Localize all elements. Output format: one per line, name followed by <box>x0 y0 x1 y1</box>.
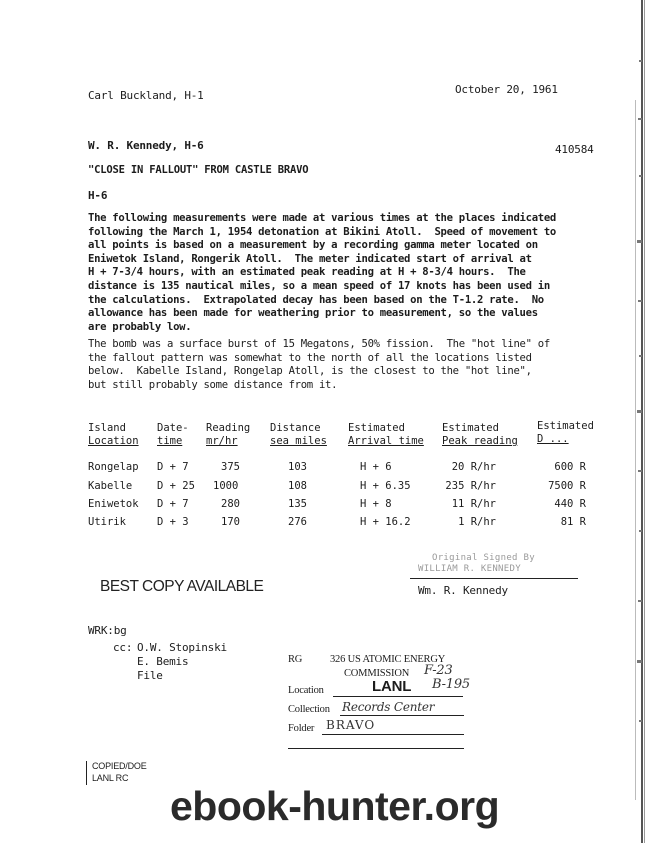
signature-stamp-line: WILLIAM R. KENNEDY <box>418 564 521 574</box>
cell-dose: 81 R <box>560 516 586 528</box>
table-header-reading <box>206 422 250 448</box>
cell-island: Utirik <box>88 516 126 528</box>
header-line: Arrival time <box>348 435 424 447</box>
header-line: Location <box>88 435 139 447</box>
table-header-dose <box>537 420 594 446</box>
cell-peak: 1 R/hr <box>458 516 496 528</box>
cell-peak: 11 R/hr <box>451 498 496 510</box>
document-number: 410584 <box>555 143 594 156</box>
paragraph-line: the calculations. Extrapolated decay has been based on the T-1.2 rate. No <box>88 293 544 306</box>
table-header-island <box>88 422 139 448</box>
cell-distance: 135 <box>288 498 307 510</box>
archive-rg-value-2: COMMISSION <box>344 668 410 679</box>
memo-symbol: H-6 <box>88 189 108 202</box>
paragraph-line: Eniwetok Island, Rongerik Atoll. The meter indicated start of arrival at <box>88 252 532 265</box>
archive-location-value: LANL <box>372 678 412 695</box>
header-line: Estimated <box>348 422 405 434</box>
table-header-peak <box>442 422 518 448</box>
signature-stamp-line: Original Signed By <box>432 553 535 563</box>
paragraph-line: H + 7-3/4 hours, with an estimated peak reading at H + 8-3/4 hours. The <box>88 266 526 279</box>
cell-reading: 280 <box>221 498 240 510</box>
cell-peak: 20 R/hr <box>451 461 496 473</box>
cell-distance: 103 <box>288 461 307 473</box>
body-paragraph-1 <box>88 212 588 334</box>
paragraph-line: but still probably some distance from it. <box>88 378 338 391</box>
archive-rg-value: 326 US ATOMIC ENERGY <box>330 654 446 665</box>
cell-date: D + 25 <box>157 480 195 492</box>
cell-island: Eniwetok <box>88 498 139 510</box>
archive-location-label: Location <box>288 685 324 696</box>
cell-arrival: H + 16.2 <box>360 516 411 528</box>
cell-date: D + 7 <box>157 498 189 510</box>
paragraph-line: below. Kabelle Island, Rongelap Atoll, is the closest to the "hot line", <box>88 365 532 378</box>
paragraph-line: allowance has been made for weathering prior to measurement, so the values <box>88 307 538 320</box>
cc-recipient: E. Bemis <box>137 655 189 668</box>
copied-stamp-bracket <box>86 761 87 785</box>
cell-reading: 1000 <box>213 480 239 492</box>
cell-distance: 276 <box>288 516 307 528</box>
header-line: time <box>157 435 183 447</box>
table-header-date <box>157 422 189 448</box>
cell-date: D + 7 <box>157 461 189 473</box>
cell-arrival: H + 8 <box>360 498 392 510</box>
memo-date: October 20, 1961 <box>455 83 558 96</box>
archive-bottom-line <box>288 748 464 749</box>
location-line <box>333 696 463 697</box>
best-copy-notice: BEST COPY AVAILABLE <box>100 578 264 595</box>
handwritten-location: B-195 <box>432 677 471 692</box>
collection-line <box>340 715 464 716</box>
header-line: mr/hr <box>206 435 238 447</box>
memo-to: W. R. Kennedy, H-6 <box>88 139 204 152</box>
paragraph-line: are probably low. <box>88 320 192 333</box>
paragraph-line: distance is 135 nautical miles, so a mean speed of 17 knots has been used in <box>88 279 550 292</box>
cell-arrival: H + 6 <box>360 461 392 473</box>
watermark: ebook-hunter.org <box>170 783 500 829</box>
paragraph-line: following the March 1, 1954 detonation at Bikini Atoll. Speed of movement to <box>88 225 557 238</box>
paragraph-line: the fallout pattern was somewhat to the north of all the locations listed <box>88 351 532 364</box>
cell-dose: 600 R <box>554 461 586 473</box>
cell-island: Rongelap <box>88 461 139 473</box>
archive-folder-value: BRAVO <box>326 718 376 732</box>
folder-line <box>322 734 464 735</box>
paragraph-line: The following measurements were made at various times at the places indicated <box>88 212 557 224</box>
body-paragraph-2 <box>88 338 588 392</box>
cell-peak: 235 R/hr <box>445 480 496 492</box>
paragraph-line: The bomb was a surface burst of 15 Megatons, 50% fission. The "hot line" of <box>88 338 550 350</box>
copied-stamp-line: LANL RC <box>92 773 129 783</box>
table-header-arrival <box>348 422 424 448</box>
scan-edge-artifact <box>625 0 649 843</box>
header-line: Island <box>88 422 126 434</box>
cc-recipient: File <box>137 669 163 682</box>
memo-from: Carl Buckland, H-1 <box>88 89 204 102</box>
cc-label: cc: <box>113 641 133 654</box>
cell-dose: 440 R <box>554 498 586 510</box>
archive-folder-label: Folder <box>288 723 315 734</box>
cell-distance: 108 <box>288 480 307 492</box>
archive-collection-label: Collection <box>288 704 330 715</box>
header-line: Date- <box>157 422 189 434</box>
signer-name: Wm. R. Kennedy <box>418 584 508 597</box>
header-line: Estimated <box>537 420 594 432</box>
cc-recipient: O.W. Stopinski <box>137 641 227 654</box>
paragraph-line: all points is based on a measurement by a recording gamma meter located on <box>88 239 538 252</box>
handwritten-rg: F-23 <box>424 663 453 678</box>
copied-stamp-line: COPIED/DOE <box>92 761 147 771</box>
header-line: Estimated <box>442 422 499 434</box>
cell-island: Kabelle <box>88 480 133 492</box>
typist-initials: WRK:bg <box>88 624 127 637</box>
cell-arrival: H + 6.35 <box>360 480 411 492</box>
memo-subject: "CLOSE IN FALLOUT" FROM CASTLE BRAVO <box>88 164 309 176</box>
cell-reading: 375 <box>221 461 240 473</box>
archive-collection-value: Records Center <box>342 700 435 714</box>
signature-line <box>410 578 578 579</box>
header-line: Reading <box>206 422 251 434</box>
cell-date: D + 3 <box>157 516 189 528</box>
header-line: Distance <box>270 422 321 434</box>
archive-rg-label: RG <box>288 654 303 665</box>
cell-dose: 7500 R <box>548 480 586 492</box>
header-line: D ... <box>537 433 569 445</box>
cell-reading: 170 <box>221 516 240 528</box>
header-line: sea miles <box>270 435 327 447</box>
table-header-distance <box>270 422 327 448</box>
header-line: Peak reading <box>442 435 518 447</box>
